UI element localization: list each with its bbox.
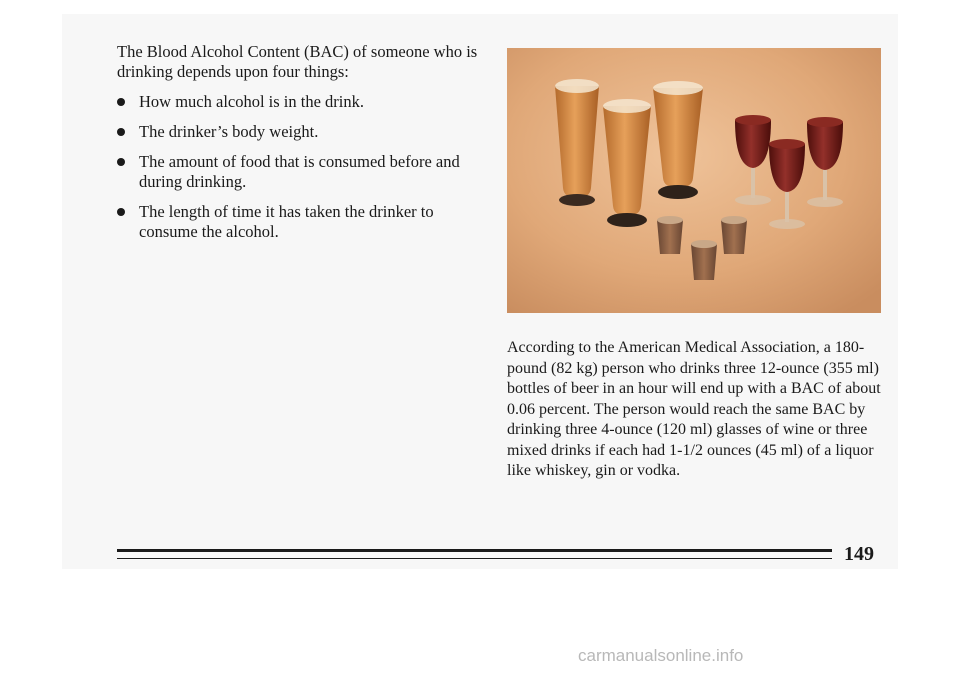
bullet-icon xyxy=(117,208,125,216)
list-item: The amount of food that is consumed before and during drinking. xyxy=(117,152,487,192)
bac-explanation-paragraph: According to the American Medical Association, a 180-pound (82 kg) person who drinks three 12-ounce (355 ml) bottles of beer in an hour will end up with a BAC of about 0.06 percent. The person would reach the same BAC by drinking three 4-ounce (120 ml) glasses of wine or three mixed drinks if each had 1-1/2 ounces (45 ml) of a liquor like whiskey, gin or vodka. xyxy=(507,339,881,479)
list-item: How much alcohol is in the drink. xyxy=(117,92,487,112)
list-item: The length of time it has taken the drinker to consume the alcohol. xyxy=(117,202,487,242)
intro-paragraph: The Blood Alcohol Content (BAC) of someone who is drinking depends upon four things: xyxy=(117,42,478,81)
footer-rule-thin xyxy=(117,558,832,559)
bac-factors-list xyxy=(117,92,487,242)
bullet-icon xyxy=(117,158,125,166)
bullet-icon xyxy=(117,98,125,106)
watermark-text: carmanualsonline.info xyxy=(578,646,744,665)
bullet-icon xyxy=(117,128,125,136)
footer-rule-thick xyxy=(117,549,832,552)
drinks-photo xyxy=(507,48,881,313)
left-column xyxy=(117,42,487,252)
list-item: The drinker’s body weight. xyxy=(117,122,487,142)
page-number: 149 xyxy=(844,543,874,565)
